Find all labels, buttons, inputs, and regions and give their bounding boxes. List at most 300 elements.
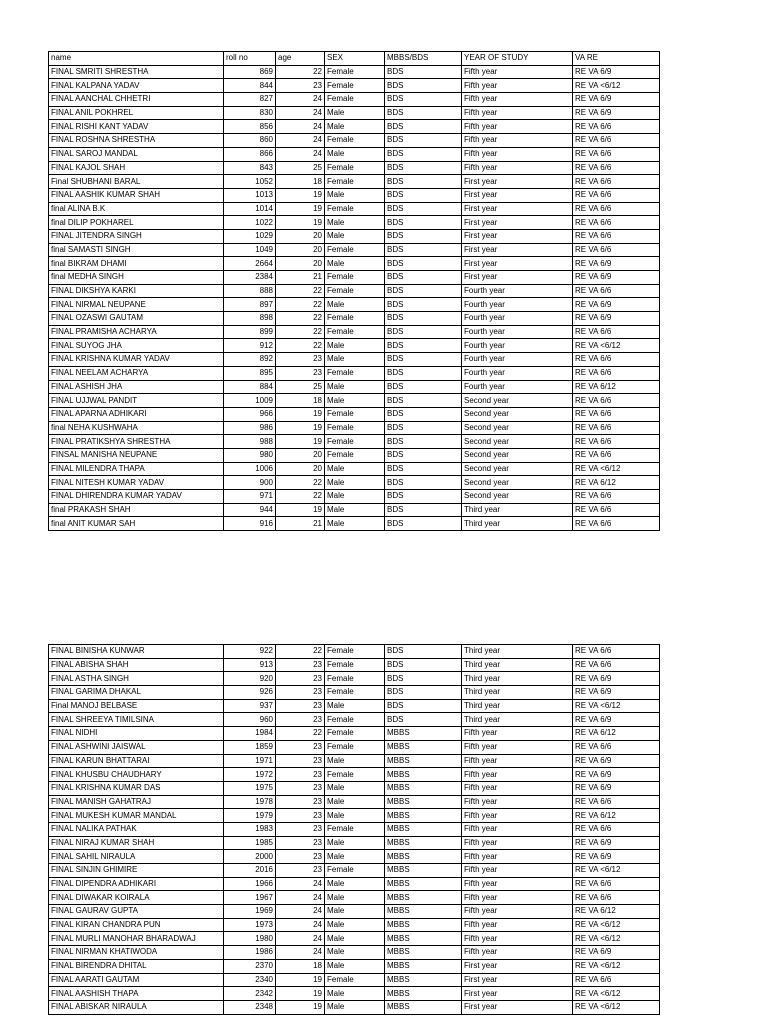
table-row	[49, 243, 660, 257]
sex-cell: Male	[325, 918, 385, 932]
name-cell: final BIKRAM DHAMI	[49, 257, 224, 271]
name-cell: FINAL ABISKAR NIRAULA	[49, 1000, 224, 1014]
year-of-study-cell: Fourth year	[462, 312, 573, 326]
name-cell: final MEDHA SINGH	[49, 271, 224, 285]
table-row	[49, 380, 660, 394]
name-cell: FINAL ASHWINI JAISWAL	[49, 740, 224, 754]
age-cell: 19	[276, 188, 325, 202]
name-cell: final ANIT KUMAR SAH	[49, 517, 224, 531]
age-cell: 22	[276, 727, 325, 741]
age-cell: 22	[276, 476, 325, 490]
name-cell: FINAL NIRMAL NEUPANE	[49, 298, 224, 312]
course-cell: BDS	[385, 106, 462, 120]
va-re-cell: RE VA <6/12	[573, 987, 660, 1001]
course-cell: BDS	[385, 312, 462, 326]
va-re-cell: RE VA 6/6	[573, 877, 660, 891]
course-cell: MBBS	[385, 987, 462, 1001]
year-of-study-cell: First year	[462, 243, 573, 257]
roll-no-cell: 2370	[224, 959, 276, 973]
course-cell: BDS	[385, 325, 462, 339]
name-cell: FINAL NALIKA PATHAK	[49, 822, 224, 836]
course-cell: MBBS	[385, 727, 462, 741]
roll-no-cell: 937	[224, 699, 276, 713]
roll-no-cell: 898	[224, 312, 276, 326]
column-header: VA RE	[573, 52, 660, 66]
sex-cell: Female	[325, 672, 385, 686]
year-of-study-cell: Fifth year	[462, 836, 573, 850]
roll-no-cell: 897	[224, 298, 276, 312]
va-re-cell: RE VA 6/6	[573, 284, 660, 298]
va-re-cell: RE VA 6/9	[573, 312, 660, 326]
name-cell: final NEHA KUSHWAHA	[49, 421, 224, 435]
sex-cell: Male	[325, 905, 385, 919]
table-row	[49, 284, 660, 298]
name-cell: FINSAL MANISHA NEUPANE	[49, 448, 224, 462]
course-cell: BDS	[385, 462, 462, 476]
name-cell: FINAL DIPENDRA ADHIKARI	[49, 877, 224, 891]
course-cell: MBBS	[385, 809, 462, 823]
age-cell: 23	[276, 795, 325, 809]
age-cell: 23	[276, 850, 325, 864]
roll-no-cell: 2000	[224, 850, 276, 864]
name-cell: FINAL KRISHNA KUMAR YADAV	[49, 353, 224, 367]
year-of-study-cell: Fourth year	[462, 298, 573, 312]
age-cell: 21	[276, 517, 325, 531]
year-of-study-cell: Fifth year	[462, 768, 573, 782]
table-row	[49, 699, 660, 713]
age-cell: 22	[276, 490, 325, 504]
year-of-study-cell: Third year	[462, 645, 573, 659]
course-cell: BDS	[385, 503, 462, 517]
va-re-cell: RE VA 6/6	[573, 353, 660, 367]
table-row	[49, 366, 660, 380]
sex-cell: Female	[325, 93, 385, 107]
va-re-cell: RE VA 6/6	[573, 175, 660, 189]
table-row	[49, 932, 660, 946]
year-of-study-cell: Second year	[462, 407, 573, 421]
table-row	[49, 768, 660, 782]
roll-no-cell: 844	[224, 79, 276, 93]
course-cell: MBBS	[385, 918, 462, 932]
table-row	[49, 918, 660, 932]
name-cell: Final SHUBHANI BARAL	[49, 175, 224, 189]
roll-no-cell: 899	[224, 325, 276, 339]
header-row	[49, 52, 660, 66]
age-cell: 20	[276, 257, 325, 271]
table-row	[49, 686, 660, 700]
age-cell: 20	[276, 448, 325, 462]
sex-cell: Male	[325, 946, 385, 960]
age-cell: 22	[276, 312, 325, 326]
year-of-study-cell: First year	[462, 959, 573, 973]
table-row	[49, 93, 660, 107]
table-row	[49, 877, 660, 891]
table-row	[49, 353, 660, 367]
sex-cell: Male	[325, 987, 385, 1001]
sex-cell: Male	[325, 476, 385, 490]
age-cell: 23	[276, 768, 325, 782]
name-cell: FINAL NIDHI	[49, 727, 224, 741]
year-of-study-cell: Second year	[462, 462, 573, 476]
name-cell: FINAL SMRITI SHRESTHA	[49, 65, 224, 79]
table-row	[49, 448, 660, 462]
year-of-study-cell: Third year	[462, 713, 573, 727]
year-of-study-cell: First year	[462, 175, 573, 189]
age-cell: 23	[276, 754, 325, 768]
va-re-cell: RE VA 6/9	[573, 106, 660, 120]
age-cell: 23	[276, 699, 325, 713]
va-re-cell: RE VA 6/6	[573, 645, 660, 659]
table-row	[49, 257, 660, 271]
roll-no-cell: 926	[224, 686, 276, 700]
sex-cell: Male	[325, 229, 385, 243]
roll-no-cell: 900	[224, 476, 276, 490]
year-of-study-cell: Fifth year	[462, 134, 573, 148]
age-cell: 24	[276, 891, 325, 905]
name-cell: FINAL ABISHA SHAH	[49, 658, 224, 672]
sex-cell: Female	[325, 407, 385, 421]
course-cell: BDS	[385, 366, 462, 380]
table-row	[49, 987, 660, 1001]
year-of-study-cell: Fifth year	[462, 93, 573, 107]
va-re-cell: RE VA 6/6	[573, 216, 660, 230]
va-re-cell: RE VA 6/6	[573, 503, 660, 517]
year-of-study-cell: Fifth year	[462, 932, 573, 946]
name-cell: FINAL GARIMA DHAKAL	[49, 686, 224, 700]
table-row	[49, 891, 660, 905]
course-cell: BDS	[385, 284, 462, 298]
course-cell: BDS	[385, 421, 462, 435]
va-re-cell: RE VA 6/9	[573, 65, 660, 79]
table-row	[49, 905, 660, 919]
name-cell: FINAL AASHIK KUMAR SHAH	[49, 188, 224, 202]
age-cell: 24	[276, 147, 325, 161]
va-re-cell: RE VA 6/6	[573, 973, 660, 987]
sex-cell: Male	[325, 959, 385, 973]
age-cell: 24	[276, 932, 325, 946]
age-cell: 25	[276, 380, 325, 394]
age-cell: 18	[276, 394, 325, 408]
year-of-study-cell: First year	[462, 973, 573, 987]
sex-cell: Female	[325, 284, 385, 298]
table-row	[49, 339, 660, 353]
roll-no-cell: 1985	[224, 836, 276, 850]
roll-no-cell: 1979	[224, 809, 276, 823]
year-of-study-cell: Third year	[462, 658, 573, 672]
table-row	[49, 822, 660, 836]
age-cell: 19	[276, 973, 325, 987]
sex-cell: Female	[325, 822, 385, 836]
sex-cell: Male	[325, 106, 385, 120]
course-cell: MBBS	[385, 768, 462, 782]
roll-no-cell: 1969	[224, 905, 276, 919]
name-cell: FINAL MANISH GAHATRAJ	[49, 795, 224, 809]
va-re-cell: RE VA 6/9	[573, 713, 660, 727]
roll-no-cell: 1967	[224, 891, 276, 905]
name-cell: FINAL KHUSBU CHAUDHARY	[49, 768, 224, 782]
table-row	[49, 120, 660, 134]
age-cell: 21	[276, 271, 325, 285]
va-re-cell: RE VA 6/9	[573, 672, 660, 686]
sex-cell: Male	[325, 490, 385, 504]
sex-cell: Female	[325, 134, 385, 148]
roll-no-cell: 843	[224, 161, 276, 175]
course-cell: BDS	[385, 699, 462, 713]
course-cell: MBBS	[385, 864, 462, 878]
age-cell: 23	[276, 781, 325, 795]
course-cell: MBBS	[385, 946, 462, 960]
table-row	[49, 836, 660, 850]
name-cell: FINAL APARNA ADHIKARI	[49, 407, 224, 421]
roll-no-cell: 1014	[224, 202, 276, 216]
year-of-study-cell: Fifth year	[462, 850, 573, 864]
table-row	[49, 809, 660, 823]
year-of-study-cell: Fourth year	[462, 366, 573, 380]
roll-no-cell: 980	[224, 448, 276, 462]
age-cell: 23	[276, 79, 325, 93]
name-cell: final ALINA B.K	[49, 202, 224, 216]
sex-cell: Female	[325, 645, 385, 659]
table-row	[49, 973, 660, 987]
column-header: SEX	[325, 52, 385, 66]
va-re-cell: RE VA 6/9	[573, 946, 660, 960]
table-row	[49, 645, 660, 659]
roll-no-cell: 1049	[224, 243, 276, 257]
name-cell: FINAL DIWAKAR KOIRALA	[49, 891, 224, 905]
name-cell: FINAL NIRMAN KHATIWODA	[49, 946, 224, 960]
sex-cell: Male	[325, 795, 385, 809]
va-re-cell: RE VA 6/6	[573, 822, 660, 836]
age-cell: 23	[276, 836, 325, 850]
sex-cell: Female	[325, 686, 385, 700]
table-row	[49, 202, 660, 216]
sex-cell: Female	[325, 740, 385, 754]
age-cell: 19	[276, 435, 325, 449]
age-cell: 19	[276, 503, 325, 517]
age-cell: 23	[276, 686, 325, 700]
sex-cell: Male	[325, 809, 385, 823]
va-re-cell: RE VA <6/12	[573, 699, 660, 713]
age-cell: 22	[276, 284, 325, 298]
va-re-cell: RE VA 6/6	[573, 325, 660, 339]
sex-cell: Female	[325, 768, 385, 782]
name-cell: FINAL DHIRENDRA KUMAR YADAV	[49, 490, 224, 504]
va-re-cell: RE VA 6/6	[573, 795, 660, 809]
year-of-study-cell: Fifth year	[462, 864, 573, 878]
year-of-study-cell: Fifth year	[462, 891, 573, 905]
table-row	[49, 1000, 660, 1014]
table-row	[49, 421, 660, 435]
table-row	[49, 462, 660, 476]
age-cell: 19	[276, 216, 325, 230]
va-re-cell: RE VA 6/6	[573, 394, 660, 408]
age-cell: 24	[276, 905, 325, 919]
table-row	[49, 959, 660, 973]
name-cell: FINAL MURLI MANOHAR BHARADWAJ	[49, 932, 224, 946]
name-cell: FINAL SAHIL NIRAULA	[49, 850, 224, 864]
course-cell: BDS	[385, 271, 462, 285]
year-of-study-cell: Third year	[462, 517, 573, 531]
course-cell: BDS	[385, 147, 462, 161]
course-cell: BDS	[385, 202, 462, 216]
year-of-study-cell: First year	[462, 1000, 573, 1014]
year-of-study-cell: Fifth year	[462, 822, 573, 836]
roll-no-cell: 1980	[224, 932, 276, 946]
year-of-study-cell: First year	[462, 202, 573, 216]
age-cell: 23	[276, 864, 325, 878]
age-cell: 24	[276, 134, 325, 148]
name-cell: FINAL NITESH KUMAR YADAV	[49, 476, 224, 490]
course-cell: BDS	[385, 713, 462, 727]
sex-cell: Male	[325, 517, 385, 531]
course-cell: BDS	[385, 448, 462, 462]
year-of-study-cell: First year	[462, 271, 573, 285]
sex-cell: Male	[325, 781, 385, 795]
course-cell: BDS	[385, 407, 462, 421]
sex-cell: Female	[325, 973, 385, 987]
sex-cell: Male	[325, 503, 385, 517]
sex-cell: Male	[325, 353, 385, 367]
sex-cell: Female	[325, 161, 385, 175]
age-cell: 18	[276, 175, 325, 189]
va-re-cell: RE VA 6/9	[573, 754, 660, 768]
roll-no-cell: 2016	[224, 864, 276, 878]
age-cell: 24	[276, 93, 325, 107]
table-row	[49, 312, 660, 326]
course-cell: BDS	[385, 645, 462, 659]
course-cell: MBBS	[385, 740, 462, 754]
table-row	[49, 65, 660, 79]
year-of-study-cell: Fifth year	[462, 79, 573, 93]
age-cell: 18	[276, 959, 325, 973]
va-re-cell: RE VA 6/6	[573, 134, 660, 148]
course-cell: BDS	[385, 161, 462, 175]
table-row	[49, 147, 660, 161]
sex-cell: Male	[325, 298, 385, 312]
va-re-cell: RE VA 6/6	[573, 188, 660, 202]
roll-no-cell: 2340	[224, 973, 276, 987]
table-row	[49, 325, 660, 339]
va-re-cell: RE VA <6/12	[573, 79, 660, 93]
roll-no-cell: 860	[224, 134, 276, 148]
sex-cell: Male	[325, 836, 385, 850]
sex-cell: Male	[325, 394, 385, 408]
roll-no-cell: 1972	[224, 768, 276, 782]
table-row	[49, 134, 660, 148]
age-cell: 24	[276, 877, 325, 891]
roll-no-cell: 944	[224, 503, 276, 517]
year-of-study-cell: First year	[462, 216, 573, 230]
year-of-study-cell: Fifth year	[462, 809, 573, 823]
name-cell: FINAL BIRENDRA DHITAL	[49, 959, 224, 973]
table-row	[49, 740, 660, 754]
name-cell: FINAL SUYOG JHA	[49, 339, 224, 353]
age-cell: 23	[276, 713, 325, 727]
name-cell: FINAL KRISHNA KUMAR DAS	[49, 781, 224, 795]
table-row	[49, 476, 660, 490]
roll-no-cell: 1978	[224, 795, 276, 809]
roll-no-cell: 1009	[224, 394, 276, 408]
name-cell: FINAL PRATIKSHYA SHRESTHA	[49, 435, 224, 449]
roll-no-cell: 830	[224, 106, 276, 120]
name-cell: FINAL ANIL POKHREL	[49, 106, 224, 120]
va-re-cell: RE VA 6/9	[573, 850, 660, 864]
roll-no-cell: 869	[224, 65, 276, 79]
roll-no-cell: 1971	[224, 754, 276, 768]
table-row	[49, 850, 660, 864]
table-row	[49, 106, 660, 120]
va-re-cell: RE VA 6/6	[573, 161, 660, 175]
name-cell: FINAL MUKESH KUMAR MANDAL	[49, 809, 224, 823]
column-header: roll no	[224, 52, 276, 66]
student-table-2	[48, 644, 660, 1015]
year-of-study-cell: Fourth year	[462, 284, 573, 298]
age-cell: 23	[276, 822, 325, 836]
age-cell: 22	[276, 645, 325, 659]
va-re-cell: RE VA 6/6	[573, 448, 660, 462]
course-cell: MBBS	[385, 781, 462, 795]
roll-no-cell: 1986	[224, 946, 276, 960]
age-cell: 23	[276, 658, 325, 672]
course-cell: MBBS	[385, 822, 462, 836]
year-of-study-cell: Fifth year	[462, 120, 573, 134]
age-cell: 22	[276, 339, 325, 353]
roll-no-cell: 1975	[224, 781, 276, 795]
course-cell: BDS	[385, 257, 462, 271]
column-header: MBBS/BDS	[385, 52, 462, 66]
course-cell: BDS	[385, 93, 462, 107]
roll-no-cell: 856	[224, 120, 276, 134]
roll-no-cell: 2348	[224, 1000, 276, 1014]
age-cell: 23	[276, 809, 325, 823]
name-cell: FINAL JITENDRA SINGH	[49, 229, 224, 243]
age-cell: 23	[276, 672, 325, 686]
name-cell: FINAL DIKSHYA KARKI	[49, 284, 224, 298]
course-cell: BDS	[385, 380, 462, 394]
va-re-cell: RE VA 6/9	[573, 781, 660, 795]
sex-cell: Male	[325, 188, 385, 202]
roll-no-cell: 912	[224, 339, 276, 353]
course-cell: MBBS	[385, 973, 462, 987]
table-row	[49, 503, 660, 517]
name-cell: FINAL NEELAM ACHARYA	[49, 366, 224, 380]
sex-cell: Male	[325, 257, 385, 271]
year-of-study-cell: First year	[462, 257, 573, 271]
roll-no-cell: 1013	[224, 188, 276, 202]
course-cell: MBBS	[385, 932, 462, 946]
roll-no-cell: 866	[224, 147, 276, 161]
name-cell: FINAL PRAMISHA ACHARYA	[49, 325, 224, 339]
course-cell: BDS	[385, 298, 462, 312]
va-re-cell: RE VA 6/12	[573, 905, 660, 919]
roll-no-cell: 827	[224, 93, 276, 107]
va-re-cell: RE VA 6/9	[573, 298, 660, 312]
year-of-study-cell: First year	[462, 987, 573, 1001]
year-of-study-cell: Fifth year	[462, 781, 573, 795]
course-cell: BDS	[385, 394, 462, 408]
name-cell: FINAL KAJOL SHAH	[49, 161, 224, 175]
course-cell: MBBS	[385, 795, 462, 809]
roll-no-cell: 1859	[224, 740, 276, 754]
course-cell: BDS	[385, 134, 462, 148]
course-cell: BDS	[385, 490, 462, 504]
sex-cell: Male	[325, 380, 385, 394]
year-of-study-cell: Fifth year	[462, 754, 573, 768]
sex-cell: Male	[325, 891, 385, 905]
name-cell: final DILIP POKHAREL	[49, 216, 224, 230]
year-of-study-cell: First year	[462, 188, 573, 202]
column-header: age	[276, 52, 325, 66]
